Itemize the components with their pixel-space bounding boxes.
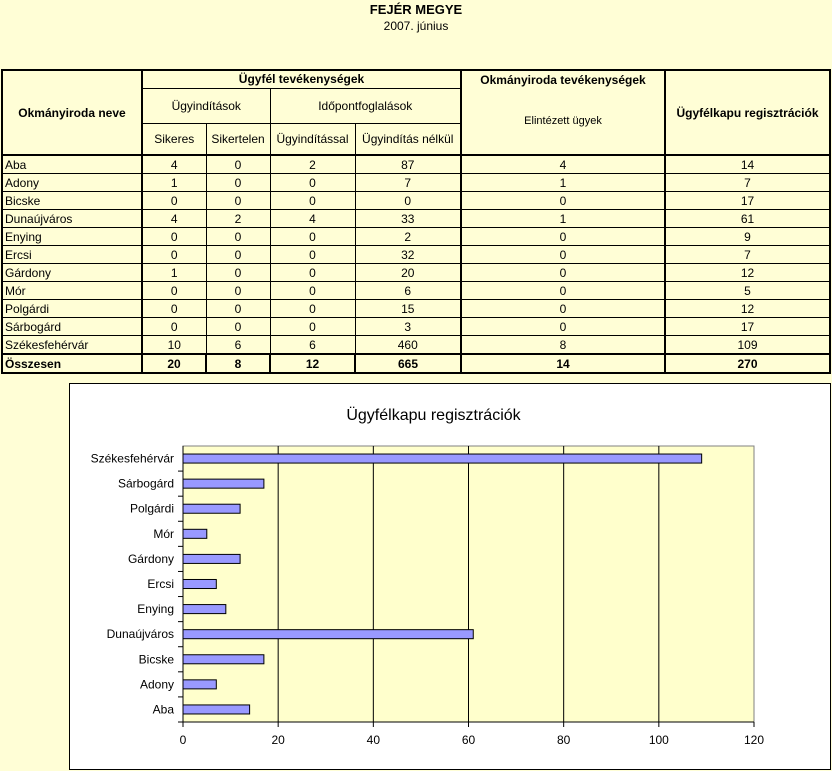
value-cell: 17 (665, 318, 830, 336)
value-cell: 87 (355, 155, 461, 174)
value-cell: 0 (270, 300, 355, 318)
col-header-name: Okmányiroda neve (2, 70, 142, 155)
value-cell: 4 (142, 210, 206, 228)
value-cell: 3 (355, 318, 461, 336)
category-label: Székesfehérvár (90, 451, 174, 466)
value-cell: 9 (665, 228, 830, 246)
office-name-cell: Dunaújváros (2, 210, 142, 228)
category-label: Gárdony (127, 551, 174, 566)
value-cell: 0 (142, 246, 206, 264)
value-cell: 7 (665, 174, 830, 192)
bar (183, 479, 264, 488)
value-cell: 2 (355, 228, 461, 246)
x-tick-label: 80 (556, 733, 571, 747)
table-row (2, 300, 830, 318)
value-cell: 4 (270, 210, 355, 228)
office-name-cell: Adony (2, 174, 142, 192)
office-name-cell: Bicske (2, 192, 142, 210)
chart-title: Ügyfélkapu regisztrációk (346, 407, 521, 424)
value-cell: 12 (665, 300, 830, 318)
bar (183, 630, 473, 639)
office-name-cell: Sárbogárd (2, 318, 142, 336)
x-tick-label: 20 (271, 733, 285, 747)
value-cell: 0 (461, 264, 665, 282)
page-title: FEJÉR MEGYE (369, 2, 463, 17)
table-row (2, 192, 830, 210)
value-cell: 0 (461, 192, 665, 210)
value-cell: 10 (142, 336, 206, 355)
value-cell: 20 (355, 264, 461, 282)
value-cell: 61 (665, 210, 830, 228)
value-cell: 0 (142, 282, 206, 300)
value-cell: 0 (206, 192, 270, 210)
value-cell: 0 (206, 282, 270, 300)
total-value: 20 (142, 354, 206, 373)
value-cell: 0 (270, 192, 355, 210)
group-header-portal: Ügyfélkapu regisztrációk (665, 70, 830, 155)
value-cell: 8 (461, 336, 665, 355)
bar (183, 705, 250, 714)
value-cell: 0 (206, 300, 270, 318)
value-cell: 33 (355, 210, 461, 228)
value-cell: 15 (355, 300, 461, 318)
value-cell: 6 (206, 336, 270, 355)
x-tick-label: 0 (179, 733, 187, 747)
total-value: 270 (665, 354, 830, 373)
value-cell: 0 (461, 300, 665, 318)
col-header-with-case: Ügyindítással (270, 123, 355, 155)
group-header-client: Ügyfél tevékenységek (142, 70, 461, 88)
category-label: Aba (152, 702, 174, 717)
total-value: 8 (206, 354, 270, 373)
category-label: Bicske (138, 652, 174, 667)
office-name-cell: Ercsi (2, 246, 142, 264)
bar (183, 605, 226, 614)
bar (183, 504, 240, 513)
value-cell: 0 (461, 282, 665, 300)
value-cell: 0 (270, 174, 355, 192)
value-cell: 0 (142, 192, 206, 210)
value-cell: 0 (206, 264, 270, 282)
value-cell: 0 (461, 228, 665, 246)
sub-header-cases: Ügyindítások (142, 88, 270, 123)
group-header-office: Okmányiroda tevékenységek (461, 70, 665, 88)
value-cell: 0 (270, 282, 355, 300)
total-value: 12 (270, 354, 355, 373)
chart-panel (69, 383, 831, 770)
value-cell: 32 (355, 246, 461, 264)
value-cell: 0 (270, 318, 355, 336)
value-cell: 0 (461, 246, 665, 264)
value-cell: 0 (206, 318, 270, 336)
x-tick-label: 60 (461, 733, 476, 747)
value-cell: 1 (142, 264, 206, 282)
value-cell: 0 (206, 228, 270, 246)
table-row (2, 264, 830, 282)
page-subtitle: 2007. június (383, 19, 449, 33)
value-cell: 4 (142, 155, 206, 174)
category-label: Sárbogárd (117, 476, 174, 491)
table-row (2, 174, 830, 192)
bar (183, 680, 216, 689)
value-cell: 109 (665, 336, 830, 355)
bar (183, 655, 264, 664)
value-cell: 2 (270, 155, 355, 174)
value-cell: 0 (270, 264, 355, 282)
total-label: Összesen (2, 354, 142, 373)
value-cell: 1 (461, 174, 665, 192)
col-header-without-case: Ügyindítás nélkül (355, 123, 461, 155)
col-header-unsuccessful: Sikertelen (206, 123, 270, 155)
value-cell: 14 (665, 155, 830, 174)
office-name-cell: Mór (2, 282, 142, 300)
value-cell: 17 (665, 192, 830, 210)
table-row (2, 282, 830, 300)
bar (183, 579, 216, 588)
category-label: Polgárdi (129, 501, 174, 516)
table-row (2, 318, 830, 336)
table-row (2, 228, 830, 246)
total-value: 14 (461, 354, 665, 373)
value-cell: 2 (206, 210, 270, 228)
office-name-cell: Gárdony (2, 264, 142, 282)
x-tick-label: 120 (743, 733, 765, 747)
col-header-successful: Sikeres (142, 123, 206, 155)
x-tick-label: 40 (366, 733, 381, 747)
x-tick-label: 100 (648, 733, 669, 747)
value-cell: 0 (461, 318, 665, 336)
category-label: Enying (137, 602, 174, 617)
value-cell: 12 (665, 264, 830, 282)
value-cell: 6 (355, 282, 461, 300)
table-row (2, 246, 830, 264)
value-cell: 0 (270, 246, 355, 264)
table-row (2, 210, 830, 228)
value-cell: 0 (142, 300, 206, 318)
value-cell: 1 (461, 210, 665, 228)
value-cell: 0 (206, 155, 270, 174)
value-cell: 5 (665, 282, 830, 300)
bar (183, 554, 240, 563)
value-cell: 0 (142, 228, 206, 246)
category-label: Mór (153, 526, 174, 541)
category-label: Ercsi (147, 577, 174, 591)
table-row (2, 155, 830, 174)
table-row (2, 336, 830, 355)
col-header-resolved: Elintézett ügyek (461, 88, 665, 155)
value-cell: 0 (206, 174, 270, 192)
sub-header-appointments: Időpontfoglalások (270, 88, 461, 123)
value-cell: 7 (665, 246, 830, 264)
value-cell: 460 (355, 336, 461, 355)
office-name-cell: Székesfehérvár (2, 336, 142, 355)
bar (183, 529, 207, 538)
office-name-cell: Polgárdi (2, 300, 142, 318)
office-name-cell: Aba (2, 155, 142, 174)
value-cell: 6 (270, 336, 355, 355)
value-cell: 0 (270, 228, 355, 246)
data-table (1, 69, 831, 374)
bar-chart (70, 384, 830, 769)
value-cell: 7 (355, 174, 461, 192)
value-cell: 0 (206, 246, 270, 264)
bar (183, 454, 702, 463)
office-name-cell: Enying (2, 228, 142, 246)
category-label: Dunaújváros (106, 627, 174, 642)
value-cell: 1 (142, 174, 206, 192)
total-row (2, 354, 830, 373)
value-cell: 4 (461, 155, 665, 174)
value-cell: 0 (355, 192, 461, 210)
value-cell: 0 (142, 318, 206, 336)
category-label: Adony (139, 677, 174, 692)
total-value: 665 (355, 354, 461, 373)
